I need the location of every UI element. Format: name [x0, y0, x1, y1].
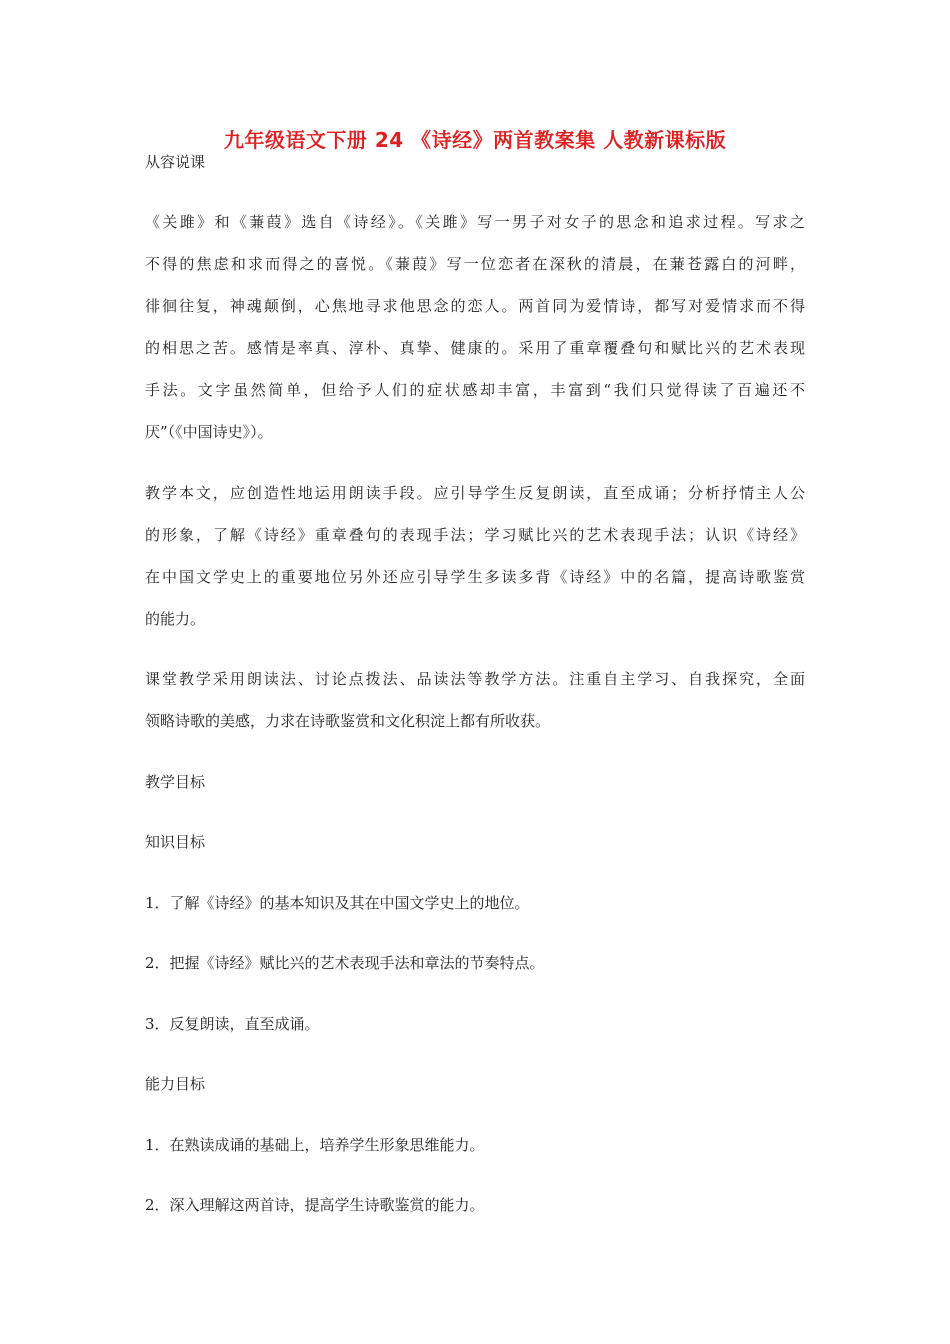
paragraph-line: 课堂教学采用朗读法、讨论点拨法、品读法等教学方法。注重自主学习、自我探究，全面	[145, 670, 805, 688]
paragraph-line: 不得的焦虑和求而得之的喜悦。《蒹葭》写一位恋者在深秋的清晨，在蒹苍露白的河畔，	[145, 255, 805, 273]
paragraph-line: 徘徊往复，神魂颠倒，心焦地寻求他思念的恋人。两首同为爱情诗，都写对爱情求而不得	[145, 297, 805, 315]
heading-teaching-goals: 教学目标	[145, 773, 206, 791]
list-item: 2．深入理解这两首诗，提高学生诗歌鉴赏的能力。	[145, 1196, 485, 1214]
list-item: 3．反复朗读，直至成诵。	[145, 1015, 320, 1033]
heading-knowledge-goals: 知识目标	[145, 833, 206, 851]
list-item: 2．把握《诗经》赋比兴的艺术表现手法和章法的节奏特点。	[145, 954, 545, 972]
paragraph-line: 领略诗歌的美感，力求在诗歌鉴赏和文化积淀上都有所收获。	[145, 712, 551, 730]
paragraph-line: 厌”（《中国诗史》）。	[145, 423, 273, 441]
paragraph-line: 手法。文字虽然简单，但给予人们的症状感却丰富，丰富到“我们只觉得读了百遍还不	[145, 381, 805, 399]
paragraph-line: 的相思之苦。感情是率真、淳朴、真挚、健康的。采用了重章覆叠句和赋比兴的艺术表现	[145, 339, 805, 357]
document-title: 九年级语文下册 24 《诗经》两首教案集 人教新课标版	[223, 128, 727, 152]
list-item: 1．在熟读成诵的基础上，培养学生形象思维能力。	[145, 1136, 485, 1154]
paragraph-line: 在中国文学史上的重要地位另外还应引导学生多读多背《诗经》中的名篇，提高诗歌鉴赏	[145, 568, 805, 586]
paragraph-line: 的形象，了解《诗经》重章叠句的表现手法；学习赋比兴的艺术表现手法；认识《诗经》	[145, 526, 805, 544]
paragraph-line: 教学本文，应创造性地运用朗读手段。应引导学生反复朗读，直至成诵；分析抒情主人公	[145, 484, 805, 502]
paragraph-line: 《关雎》和《蒹葭》选自《诗经》。《关雎》写一男子对女子的思念和追求过程。写求之	[145, 213, 805, 231]
heading-ability-goals: 能力目标	[145, 1075, 206, 1093]
paragraph-line: 的能力。	[145, 610, 206, 628]
heading-congrong-shuoke: 从容说课	[145, 153, 206, 171]
list-item: 1．了解《诗经》的基本知识及其在中国文学史上的地位。	[145, 894, 530, 912]
